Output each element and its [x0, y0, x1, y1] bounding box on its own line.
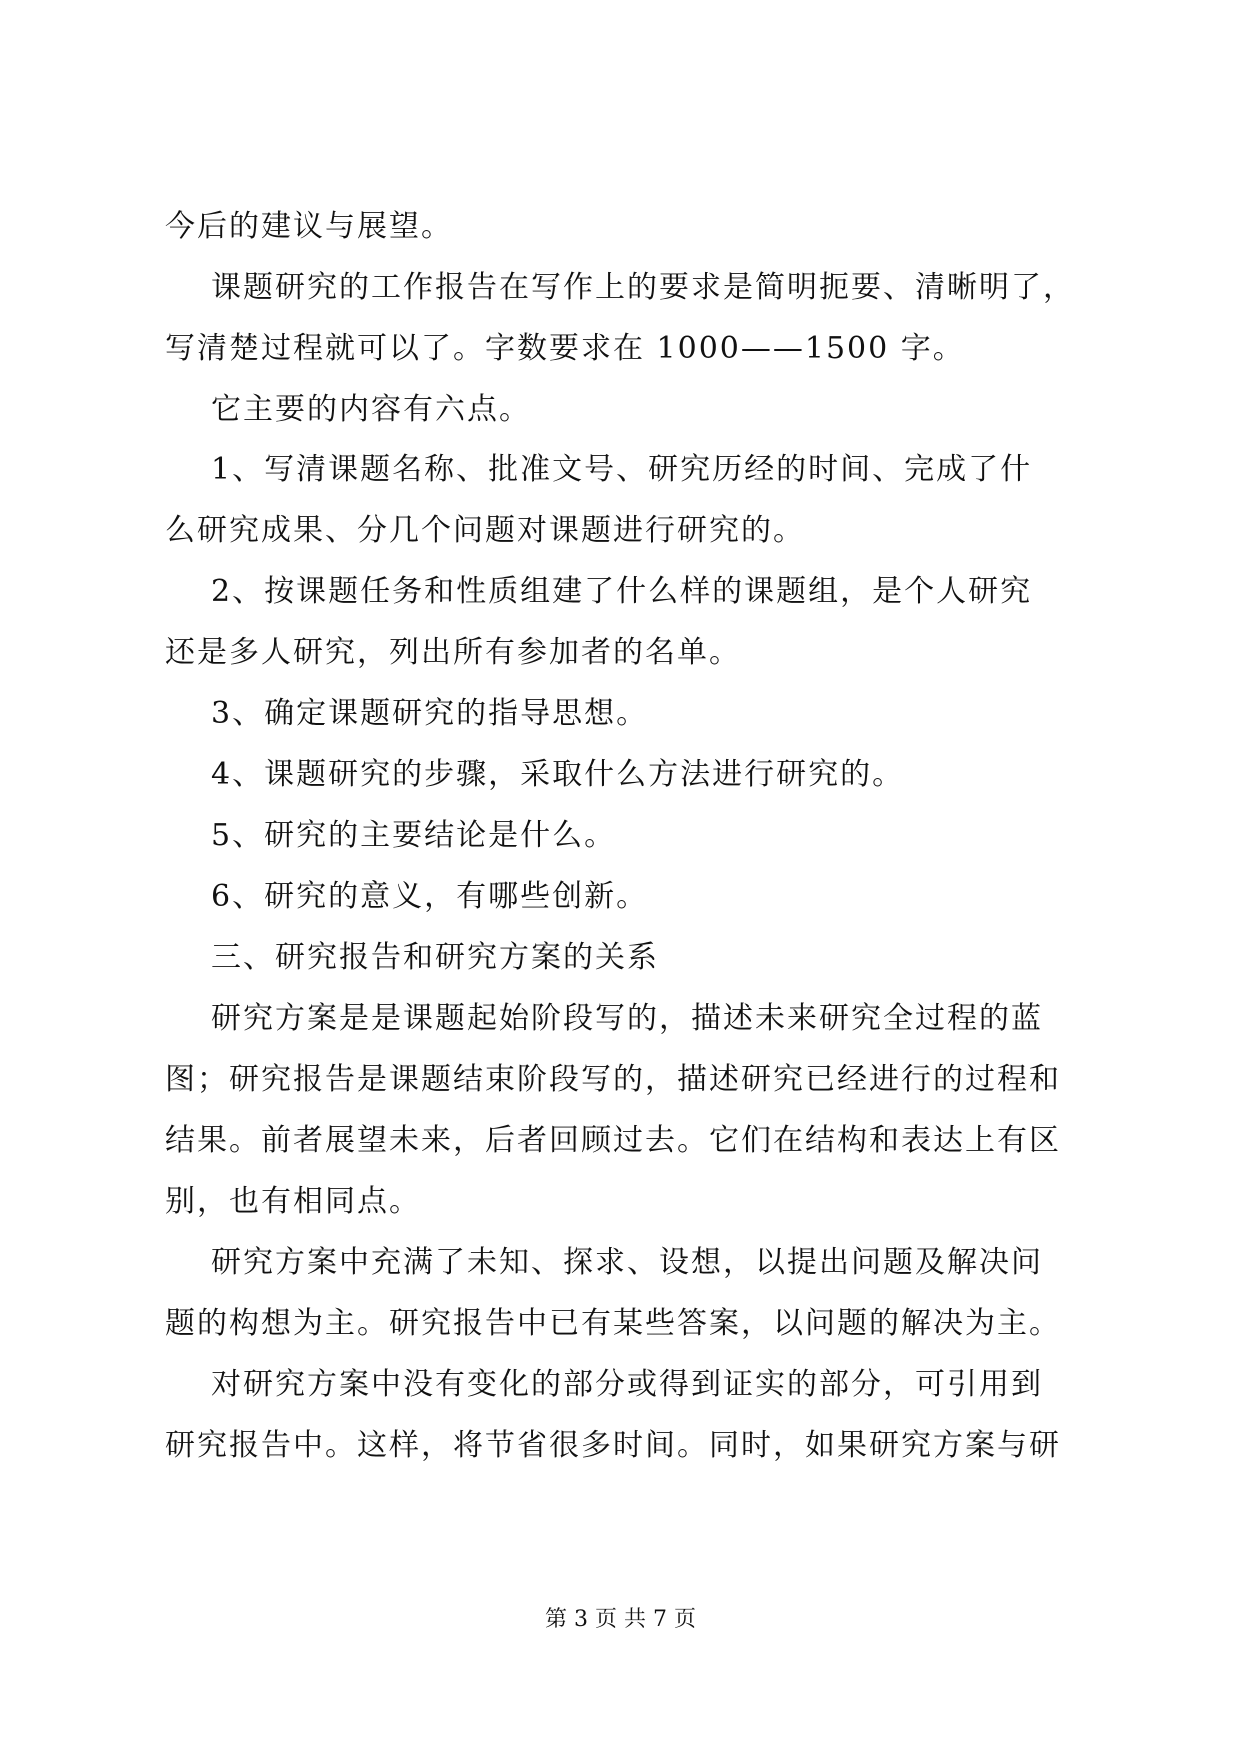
page-number-footer: 第 3 页 共 7 页 — [545, 1607, 696, 1632]
text-line-20: 对研究方案中没有变化的部分或得到证实的部分，可引用到 — [211, 1367, 1043, 1402]
text-line-7: 2、按课题任务和性质组建了什么样的课题组，是个人研究 — [211, 574, 1033, 609]
text-line-19: 题的构想为主。研究报告中已有某些答案，以问题的解决为主。 — [165, 1306, 1061, 1341]
text-line-12: 6、研究的意义，有哪些创新。 — [211, 879, 649, 914]
text-line-11: 5、研究的主要结论是什么。 — [211, 818, 617, 853]
text-line-15: 图；研究报告是课题结束阶段写的，描述研究已经进行的过程和 — [165, 1062, 1061, 1097]
section-heading: 三、研究报告和研究方案的关系 — [211, 940, 659, 975]
text-line-2: 课题研究的工作报告在写作上的要求是简明扼要、清晰明了， — [211, 270, 1075, 305]
text-line-18: 研究方案中充满了未知、探求、设想，以提出问题及解决问 — [211, 1245, 1043, 1280]
text-line-8: 还是多人研究，列出所有参加者的名单。 — [165, 635, 741, 670]
text-line-10: 4、课题研究的步骤，采取什么方法进行研究的。 — [211, 757, 905, 792]
text-line-3: 写清楚过程就可以了。字数要求在 1000——1500 字。 — [165, 331, 965, 366]
text-line-14: 研究方案是是课题起始阶段写的，描述未来研究全过程的蓝 — [211, 1001, 1043, 1036]
text-line-9: 3、确定课题研究的指导思想。 — [211, 696, 649, 731]
text-line-17: 别，也有相同点。 — [165, 1184, 421, 1219]
text-line-6: 么研究成果、分几个问题对课题进行研究的。 — [165, 513, 805, 548]
text-line-16: 结果。前者展望未来，后者回顾过去。它们在结构和表达上有区 — [165, 1123, 1061, 1158]
text-line-4: 它主要的内容有六点。 — [211, 392, 531, 427]
text-line-21: 研究报告中。这样，将节省很多时间。同时，如果研究方案与研 — [165, 1428, 1061, 1463]
text-line-5: 1、写清课题名称、批准文号、研究历经的时间、完成了什 — [211, 452, 1033, 487]
text-line-1: 今后的建议与展望。 — [165, 209, 453, 244]
